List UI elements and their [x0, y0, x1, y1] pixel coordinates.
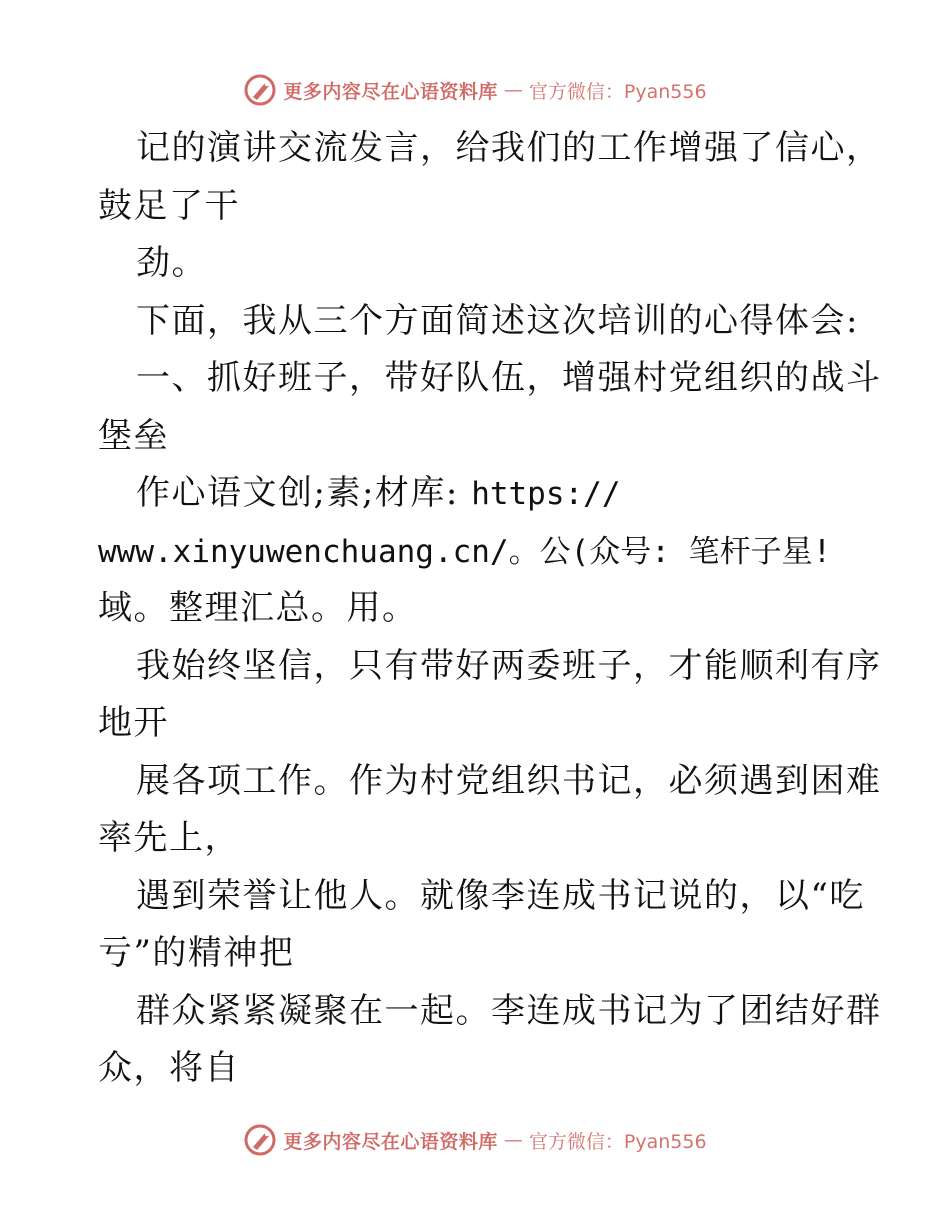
- text-line: [98, 465, 868, 523]
- text-line: 一、抓好班子，带好队伍，增强村党组织的战斗: [136, 358, 882, 398]
- banner-separator: —: [503, 79, 523, 101]
- url-fragment: https://: [471, 476, 621, 512]
- banner-contact: 官方微信：Pyan556: [528, 80, 707, 103]
- text-fragment: 作心语文创;素;材库:: [136, 473, 459, 513]
- banner-separator: —: [503, 1129, 523, 1151]
- banner-title: 更多内容尽在心语资料库: [283, 1130, 498, 1153]
- text-line: 率先上，: [98, 818, 240, 858]
- text-line: 堡垒: [98, 415, 169, 456]
- text-line: 记的演讲交流发言，给我们的工作增强了信心，: [136, 128, 882, 168]
- document-body: [98, 120, 882, 1098]
- text-line: 劲。: [136, 243, 207, 283]
- url-line: www.xinyuwenchuang.cn/。公(众号: 笔杆子星!: [98, 533, 832, 570]
- banner-title: 更多内容尽在心语资料库: [283, 80, 498, 103]
- pen-logo-icon: [243, 73, 277, 107]
- text-line: 下面，我从三个方面简述这次培训的心得体会:: [136, 300, 859, 341]
- footer-banner: [0, 1120, 950, 1160]
- pen-logo-icon: [243, 1123, 277, 1157]
- text-line: [98, 523, 868, 581]
- text-line: 群众紧紧凝聚在一起。李连成书记为了团结好群: [136, 990, 882, 1031]
- text-line: 地开: [98, 703, 169, 743]
- text-line: 众，将自: [98, 1048, 240, 1088]
- text-line: 鼓足了干: [98, 185, 240, 226]
- header-banner: [0, 70, 950, 110]
- text-line: 亏”的精神把: [98, 933, 295, 973]
- text-line: 展各项工作。作为村党组织书记，必须遇到困难: [136, 760, 882, 801]
- banner-contact: 官方微信：Pyan556: [528, 1130, 707, 1153]
- text-line: 遇到荣誉让他人。就像李连成书记说的，以“吃: [136, 875, 865, 916]
- text-line: 我始终坚信，只有带好两委班子，才能顺利有序: [136, 645, 882, 686]
- text-line: 域。整理汇总。用。: [98, 588, 418, 628]
